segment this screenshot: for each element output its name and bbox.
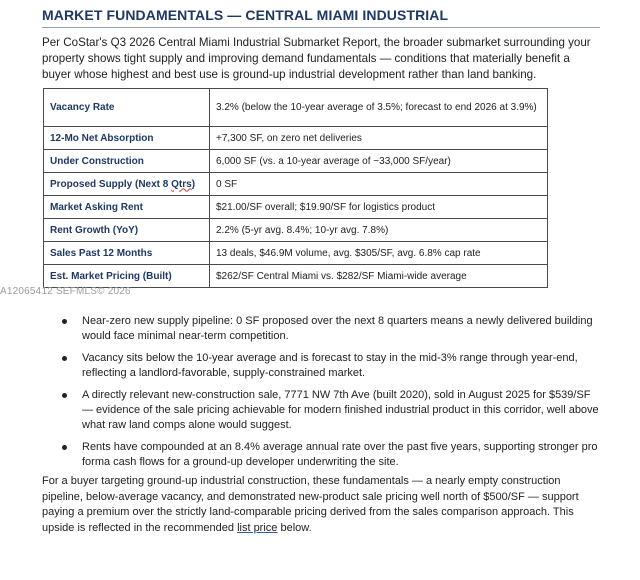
bullet-icon bbox=[62, 319, 67, 324]
table-row bbox=[44, 219, 548, 242]
row-value: 3.2% (below the 10-year average of 3.5%; forecast to end 2026 at 3.9%) bbox=[210, 89, 548, 127]
row-label: 12-Mo Net Absorption bbox=[44, 127, 210, 150]
row-label: Under Construction bbox=[44, 150, 210, 173]
list-item bbox=[62, 351, 602, 381]
heading-divider bbox=[42, 27, 600, 28]
closing-text-end: below. bbox=[277, 521, 312, 534]
row-value: 6,000 SF (vs. a 10-year average of ~33,000 SF/year) bbox=[210, 150, 548, 173]
bullet-icon bbox=[62, 445, 67, 450]
table-row bbox=[44, 242, 548, 265]
table-row bbox=[44, 150, 548, 173]
row-label: Vacancy Rate bbox=[44, 89, 210, 127]
row-label: Est. Market Pricing (Built) bbox=[44, 265, 210, 288]
table-row bbox=[44, 89, 548, 127]
row-label: Market Asking Rent bbox=[44, 196, 210, 219]
section-heading: MARKET FUNDAMENTALS — CENTRAL MIAMI INDUSTRIAL bbox=[42, 7, 449, 23]
row-value: 0 SF bbox=[210, 173, 548, 196]
row-value: 2.2% (5-yr avg. 8.4%; 10-yr avg. 7.8%) bbox=[210, 219, 548, 242]
table-row bbox=[44, 196, 548, 219]
row-value: 13 deals, $46.9M volume, avg. $305/SF, avg. 6.8% cap rate bbox=[210, 242, 548, 265]
mls-watermark: A12065412 SEFMLS© 2026 bbox=[0, 286, 131, 297]
list-item bbox=[62, 440, 602, 470]
row-label bbox=[44, 173, 210, 196]
row-value: +7,300 SF, on zero net deliveries bbox=[210, 127, 548, 150]
bullet-text: Rents have compounded at an 8.4% average annual rate over the past five years, supporting stronger pro forma cash flows for a ground-up developer underwriting the site. bbox=[82, 441, 598, 468]
fundamentals-table bbox=[43, 88, 548, 288]
bullet-list bbox=[62, 314, 602, 477]
list-price-link[interactable]: list price bbox=[237, 521, 278, 534]
row-label: Rent Growth (YoY) bbox=[44, 219, 210, 242]
bullet-text: A directly relevant new-construction sale, 7771 NW 7th Ave (built 2020), sold in August 2025 for $539/SF — evidence of the sale pricing achievable for modern finished industrial product in this corridor, well above what raw land comps alone would suggest. bbox=[82, 389, 599, 431]
row-value: $262/SF Central Miami vs. $282/SF Miami-wide average bbox=[210, 265, 548, 288]
closing-paragraph bbox=[42, 474, 602, 536]
list-item bbox=[62, 388, 602, 433]
bullet-icon bbox=[62, 393, 67, 398]
bullet-text: Near-zero new supply pipeline: 0 SF proposed over the next 8 quarters means a newly delivered building would face minimal near-term competition. bbox=[82, 315, 593, 342]
row-value: $21.00/SF overall; $19.90/SF for logistics product bbox=[210, 196, 548, 219]
table-row bbox=[44, 173, 548, 196]
table-row bbox=[44, 127, 548, 150]
table-row bbox=[44, 265, 548, 288]
row-label-text: ) bbox=[191, 178, 196, 190]
bullet-icon bbox=[62, 356, 67, 361]
spellcheck-word: Qtrs bbox=[171, 178, 192, 190]
row-label: Sales Past 12 Months bbox=[44, 242, 210, 265]
bullet-text: Vacancy sits below the 10-year average and is forecast to stay in the mid-3% range through year-end, reflecting a landlord-favorable, supply-constrained market. bbox=[82, 352, 578, 379]
row-label-text: Proposed Supply (Next 8 bbox=[50, 178, 172, 190]
closing-text: For a buyer targeting ground-up industrial construction, these fundamentals — a nearly empty construction pipeline, below-average vacancy, and demonstrated new-product sale pricing well north of $500/SF — support paying a premium over the strictly land-comparable pricing derived from the sales comparison approach. This upside is reflected in the recommended bbox=[42, 475, 579, 534]
intro-paragraph: Per CoStar's Q3 2026 Central Miami Industrial Submarket Report, the broader submarket surrounding your property shows tight supply and improving demand fundamentals — conditions that materially benefit a buyer whose highest and best use is ground-up industrial development rather than land banking. bbox=[42, 36, 591, 81]
list-item bbox=[62, 314, 602, 344]
